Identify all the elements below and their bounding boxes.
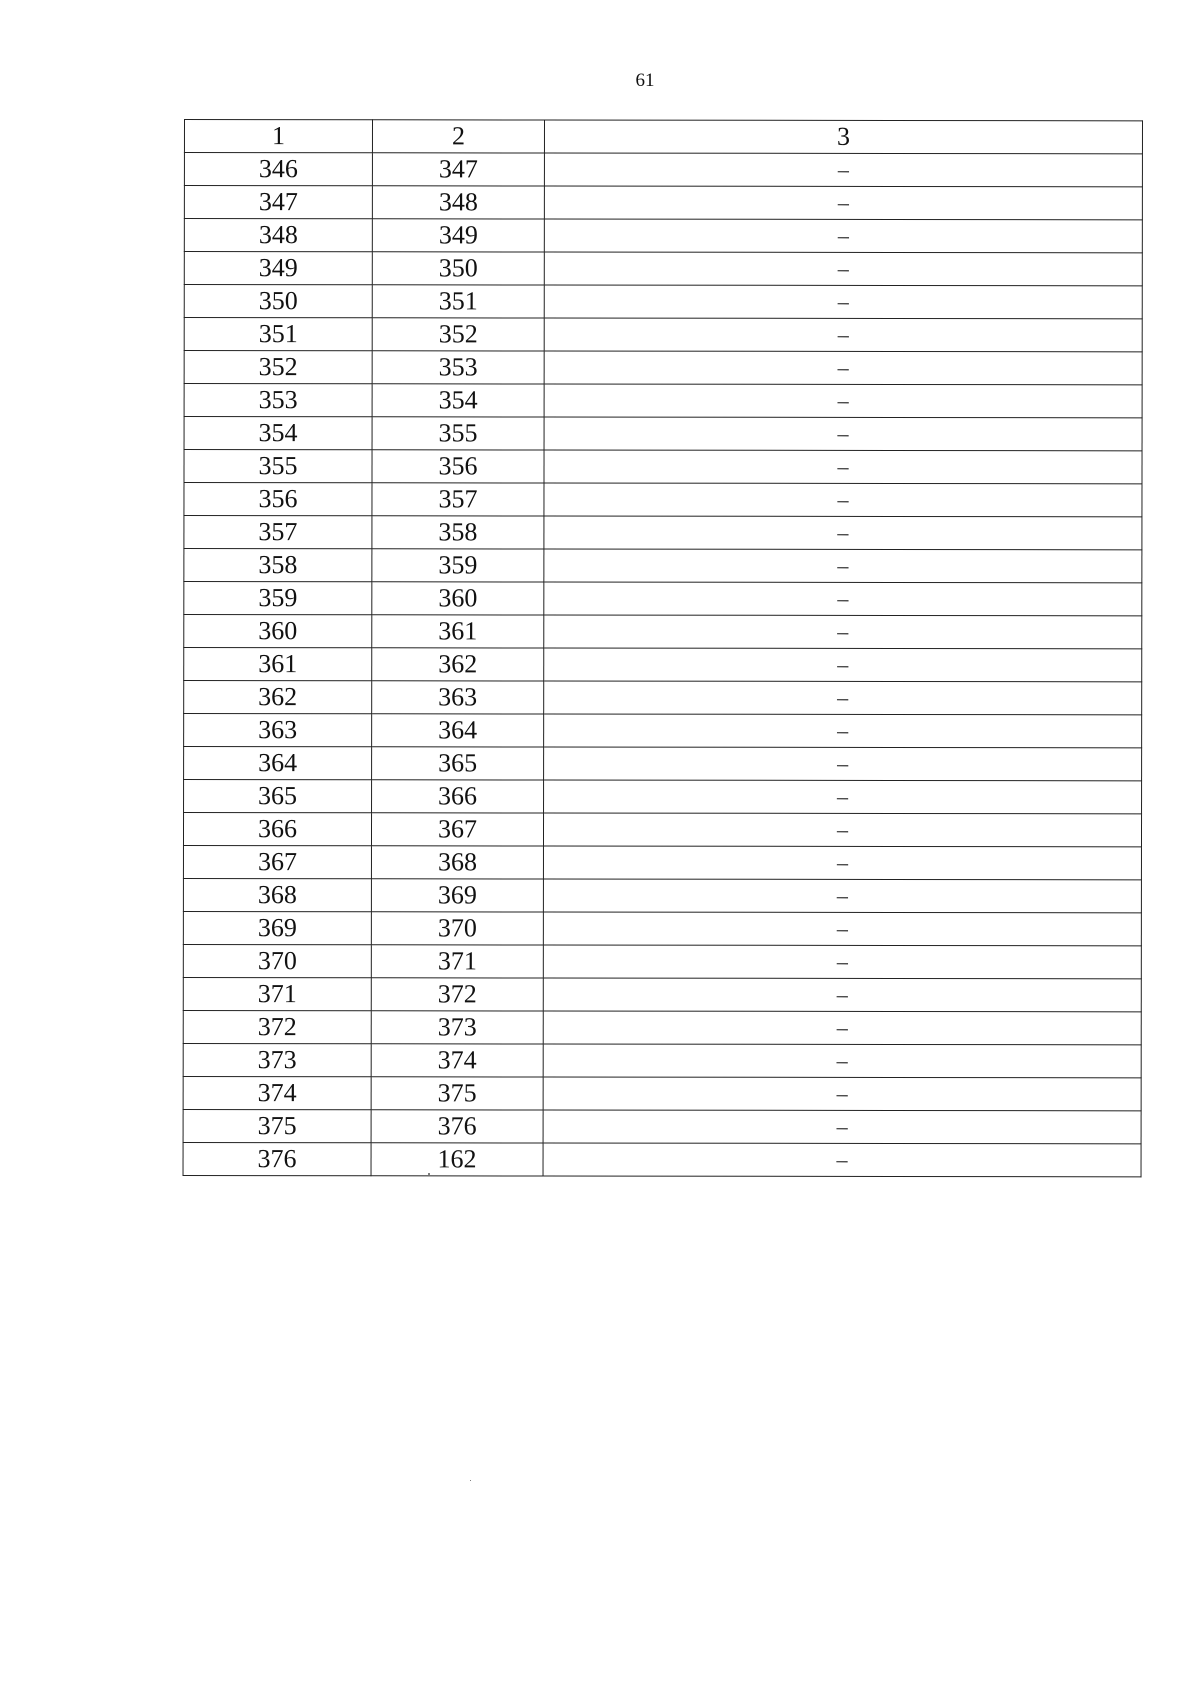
table-cell-col-3: – [544,747,1142,781]
table-row [184,714,1142,748]
table-cell-col-1: 360 [184,615,372,648]
table-cell-col-1: 374 [183,1076,371,1109]
table-row [184,318,1142,352]
table-row [184,252,1142,286]
table-cell-col-2: 367 [371,813,543,846]
table-cell-col-3: – [544,450,1142,484]
table-cell-col-1: 375 [183,1109,371,1142]
table-row [184,747,1142,781]
table-cell-col-3: – [544,351,1142,385]
table-row [183,1109,1141,1143]
table-row [184,615,1142,649]
table-row [184,648,1142,682]
table-row [183,977,1141,1011]
table-cell-col-2: 369 [371,879,543,912]
table-row [183,846,1141,880]
table-row [183,1010,1141,1044]
table-cell-col-2: 375 [371,1077,543,1110]
table-cell-col-2: 363 [372,681,544,714]
table-cell-col-3: – [543,1077,1141,1111]
table-cell-col-2: 360 [372,582,544,615]
table-cell-col-1: 376 [183,1142,371,1175]
table-body [183,120,1142,1177]
table-cell-col-3: – [543,1110,1141,1144]
table-cell-col-2: 362 [372,648,544,681]
table-cell-col-2: 376 [371,1110,543,1143]
table-row [184,582,1142,616]
table-row [184,153,1142,187]
table-cell-col-1: 354 [184,417,372,450]
table-cell-col-1: 369 [183,911,371,944]
table-cell-col-2: 357 [372,483,544,516]
table-cell-col-1: 356 [184,483,372,516]
table-cell-col-1: 346 [184,153,372,186]
table-cell-col-3: – [544,153,1142,187]
table-cell-col-3: – [544,648,1142,682]
table-cell-col-2: 371 [371,945,543,978]
table-cell-col-3: – [544,417,1142,451]
table-cell-col-1: 373 [183,1043,371,1076]
table-cell-col-3: – [544,780,1142,814]
table-row [184,351,1142,385]
table-cell-col-3: – [543,846,1141,880]
table-row [184,483,1142,517]
table-cell-col-2: 352 [372,318,544,351]
column-header-3: 3 [544,120,1142,154]
table-cell-col-3: – [543,1011,1141,1045]
table-cell-col-3: – [544,252,1142,286]
table-cell-col-2: 365 [372,747,544,780]
table-cell-col-1: 355 [184,450,372,483]
scan-speck [470,1480,471,1481]
table-row [184,186,1142,220]
table-row [184,219,1142,253]
table-cell-col-1: 359 [184,582,372,615]
table-row [184,417,1142,451]
table-cell-col-2: 350 [372,252,544,285]
table-cell-col-3: – [543,945,1141,979]
table-cell-col-2: 370 [371,912,543,945]
table-cell-col-1: 367 [183,846,371,879]
table-cell-col-3: – [544,681,1142,715]
table-cell-col-1: 347 [184,186,372,219]
table-row [183,911,1141,945]
table-row [183,878,1141,912]
table-row [183,1142,1141,1176]
table-cell-col-3: – [544,318,1142,352]
table-header-row [184,120,1142,154]
table-cell-col-2: 361 [372,615,544,648]
table-cell-col-3: – [543,879,1141,913]
table-cell-col-1: 371 [183,977,371,1010]
table-cell-col-2: 372 [371,978,543,1011]
table-row [184,516,1142,550]
table-cell-col-2: 358 [372,516,544,549]
table-cell-col-3: – [544,384,1142,418]
table-cell-col-2: 373 [371,1011,543,1044]
table-cell-col-2: 353 [372,351,544,384]
table-cell-col-2: 374 [371,1044,543,1077]
table-cell-col-3: – [544,549,1142,583]
table-cell-col-1: 368 [183,878,371,911]
table-cell-col-1: 365 [184,780,372,813]
table-cell-col-2: 355 [372,417,544,450]
table-cell-col-1: 350 [184,285,372,318]
table-cell-col-1: 358 [184,549,372,582]
table-cell-col-1: 372 [183,1010,371,1043]
table-cell-col-2: 364 [372,714,544,747]
table-cell-col-1: 351 [184,318,372,351]
table-cell-col-3: – [544,186,1142,220]
table-cell-col-2: 348 [372,186,544,219]
table-cell-col-2: 349 [372,219,544,252]
table-cell-col-3: – [544,516,1142,550]
table-cell-col-1: 362 [184,681,372,714]
table-cell-col-1: 370 [183,944,371,977]
table-cell-col-2: 359 [372,549,544,582]
table-cell-col-3: – [543,1044,1141,1078]
table-cell-col-3: – [544,582,1142,616]
table-cell-col-1: 363 [184,714,372,747]
table-cell-col-2: 347 [372,153,544,186]
table-cell-col-3: – [544,285,1142,319]
table-cell-col-2: 162 [371,1143,543,1176]
table-cell-col-2: 356 [372,450,544,483]
data-table [183,119,1143,1177]
table-cell-col-1: 357 [184,516,372,549]
table-cell-col-1: 364 [184,747,372,780]
table-cell-col-1: 349 [184,252,372,285]
table-row [183,1043,1141,1077]
column-header-2: 2 [372,120,544,153]
table-cell-col-3: – [544,219,1142,253]
table-cell-col-1: 352 [184,351,372,384]
table-cell-col-2: 351 [372,285,544,318]
scan-speck [428,1173,430,1175]
table-row [183,1076,1141,1110]
table-cell-col-1: 361 [184,648,372,681]
table-row [183,813,1141,847]
column-header-1: 1 [184,120,372,153]
table-row [184,450,1142,484]
table-cell-col-1: 366 [183,813,371,846]
table-cell-col-1: 348 [184,219,372,252]
page-number: 61 [635,70,655,91]
table-cell-col-3: – [543,978,1141,1012]
table-row [184,285,1142,319]
table-cell-col-3: – [543,1143,1141,1177]
table-row [184,780,1142,814]
table-row [183,944,1141,978]
table-row [184,549,1142,583]
table-cell-col-3: – [543,912,1141,946]
table-cell-col-2: 368 [371,846,543,879]
table-row [184,384,1142,418]
table-cell-col-2: 354 [372,384,544,417]
table-cell-col-3: – [544,714,1142,748]
table-row [184,681,1142,715]
table-cell-col-3: – [544,615,1142,649]
table-cell-col-3: – [543,813,1141,847]
table-cell-col-2: 366 [372,780,544,813]
table-cell-col-3: – [544,483,1142,517]
table-cell-col-1: 353 [184,384,372,417]
